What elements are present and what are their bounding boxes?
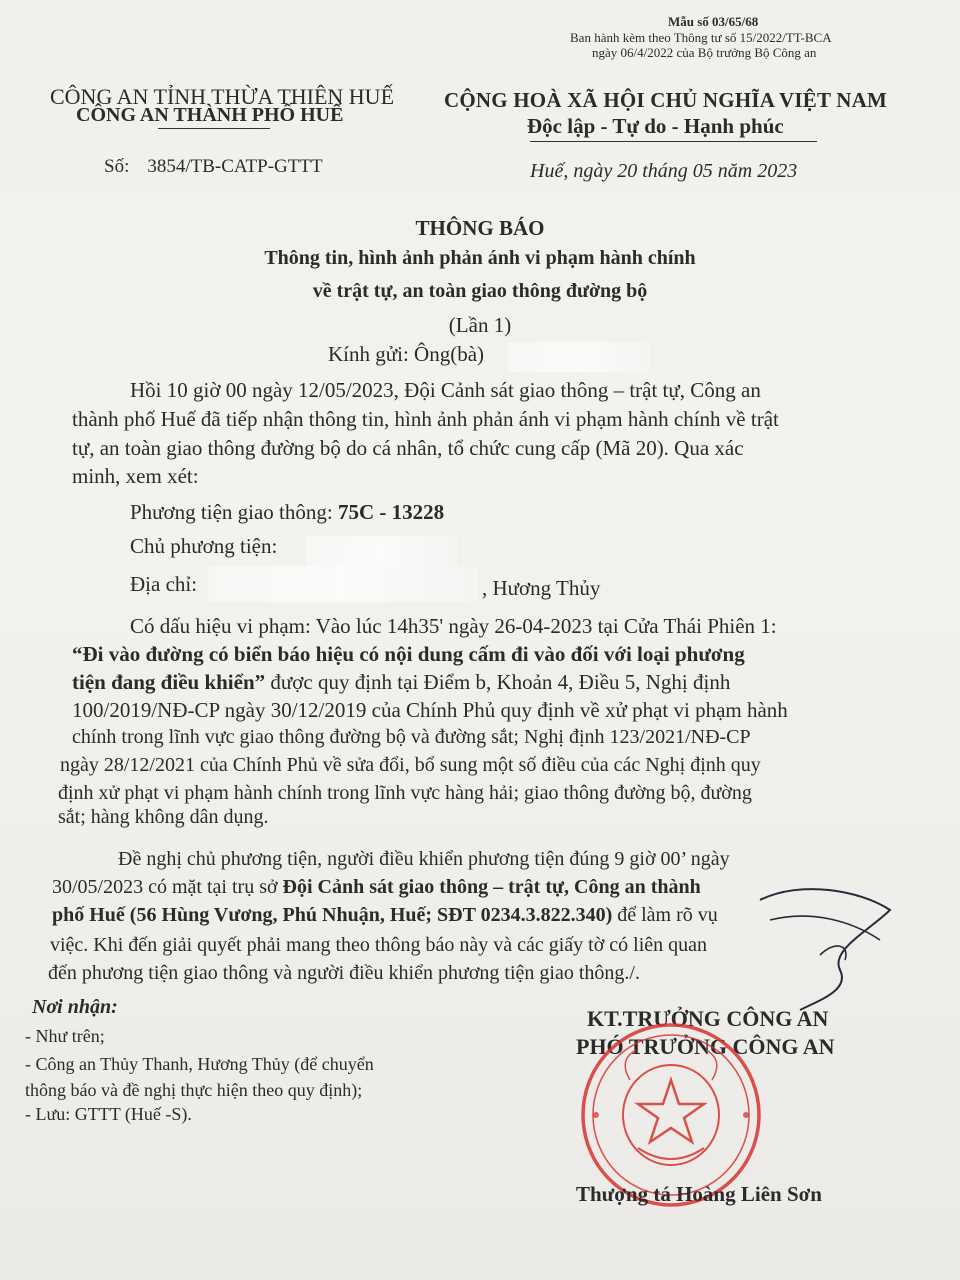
handwritten-signature — [740, 860, 910, 1020]
body-line: tiện đang điều khiển” được quy định tại Điểm b, Khoản 4, Điều 5, Nghị định — [72, 670, 731, 694]
body-line: Có dấu hiệu vi phạm: Vào lúc 14h35' ngày 26-04-2023 tại Cửa Thái Phiên 1: — [130, 614, 777, 638]
body-line: việc. Khi đến giải quyết phải mang theo thông báo này và các giấy tờ có liên quan — [50, 934, 708, 956]
body-line: thành phố Huế đã tiếp nhận thông tin, hình ảnh phản ánh vi phạm hành chính về trật — [72, 407, 779, 431]
vehicle-plate: 75C - 13228 — [337, 500, 445, 524]
org-name: CÔNG AN THÀNH PHỐ HUẾ — [76, 104, 344, 126]
body-line: định xử phạt vi phạm hành chính trong lĩnh vực hàng hải; giao thông đường bộ, đường — [58, 782, 752, 804]
signature-title-1: KT.TRƯỞNG CÔNG AN — [587, 1006, 829, 1031]
redacted-address — [208, 566, 478, 602]
redacted-owner — [306, 536, 458, 570]
document-number — [104, 156, 323, 178]
place-date: Huế, ngày 20 tháng 05 năm 2023 — [530, 160, 798, 182]
recipient-item: - Công an Thủy Thanh, Hương Thủy (để chuyển — [25, 1054, 374, 1074]
body-line: tự, an toàn giao thông đường bộ do cá nhân, tổ chức cung cấp (Mã 20). Qua xác — [72, 436, 744, 460]
body-line: sắt; hàng không dân dụng. — [58, 806, 269, 828]
org-underline — [158, 128, 270, 129]
body-line: Hồi 10 giờ 00 ngày 12/05/2023, Đội Cảnh sát giao thông – trật tự, Công an — [130, 378, 761, 402]
signer-name: Thượng tá Hoàng Liên Sơn — [576, 1182, 822, 1206]
body-line: ngày 28/12/2021 của Chính Phủ về sửa đổi, bổ sung một số điều của các Nghị định quy — [60, 754, 761, 776]
body-line: đến phương tiện giao thông và người điều khiển phương tiện giao thông./. — [48, 962, 640, 984]
body-line: Đề nghị chủ phương tiện, người điều khiển phương tiện đúng 9 giờ 00’ ngày — [118, 848, 730, 870]
owner-label: Chủ phương tiện: — [130, 534, 278, 558]
recipient-salutation: Kính gửi: Ông(bà) — [328, 342, 485, 366]
recipient-item: - Lưu: GTTT (Huế -S). — [25, 1104, 192, 1124]
document-title: THÔNG BÁO — [415, 216, 545, 240]
document-number-label: Số: — [104, 156, 130, 177]
form-number: Mẫu số 03/65/68 — [668, 14, 759, 29]
recipient-item: thông báo và đề nghị thực hiện theo quy định); — [25, 1080, 363, 1100]
address-tail: , Hương Thủy — [482, 576, 601, 600]
signature-title-2: PHÓ TRƯỞNG CÔNG AN — [576, 1034, 835, 1059]
recipients-title: Nơi nhận: — [32, 996, 118, 1018]
violation-quote: “Đi vào đường có biển báo hiệu có nội dung cấm đi vào đối với loại phương — [72, 642, 745, 666]
body-line: 100/2019/NĐ-CP ngày 30/12/2019 của Chính Phủ quy định về xử phạt vi phạm hành — [72, 698, 788, 722]
document-subtitle-1: Thông tin, hình ảnh phản ánh vi phạm hành chính — [264, 247, 696, 269]
national-title: CỘNG HOÀ XÃ HỘI CHỦ NGHĨA VIỆT NAM — [444, 88, 887, 112]
national-motto: Độc lập - Tự do - Hạnh phúc — [527, 114, 784, 138]
address-label: Địa chỉ: — [130, 572, 198, 596]
motto-underline — [530, 141, 817, 142]
vehicle-row — [130, 500, 444, 525]
body-line: minh, xem xét: — [72, 464, 199, 488]
document-subtitle-2: về trật tự, an toàn giao thông đường bộ — [312, 280, 648, 302]
redacted-name — [508, 342, 650, 372]
vehicle-label: Phương tiện giao thông: — [130, 500, 333, 524]
body-line: 30/05/2023 có mặt tại trụ sở Đội Cảnh sát giao thông – trật tự, Công an thành — [52, 876, 701, 898]
recipient-item: - Như trên; — [25, 1026, 105, 1046]
org-parent: CÔNG AN TỈNH THỪA THIÊN HUẾ — [50, 84, 395, 109]
iteration-note: (Lần 1) — [448, 313, 512, 337]
form-note-2: ngày 06/4/2022 của Bộ trưởng Bộ Công an — [592, 45, 817, 60]
document-number-value: 3854/TB-CATP-GTTT — [147, 156, 323, 177]
form-note-1: Ban hành kèm theo Thông tư số 15/2022/TT-BCA — [570, 30, 832, 45]
body-line: chính trong lĩnh vực giao thông đường bộ và đường sắt; Nghị định 123/2021/NĐ-CP — [72, 726, 751, 748]
body-line: phố Huế (56 Hùng Vương, Phú Nhuận, Huế; SĐT 0234.3.822.340) để làm rõ vụ — [52, 904, 718, 926]
